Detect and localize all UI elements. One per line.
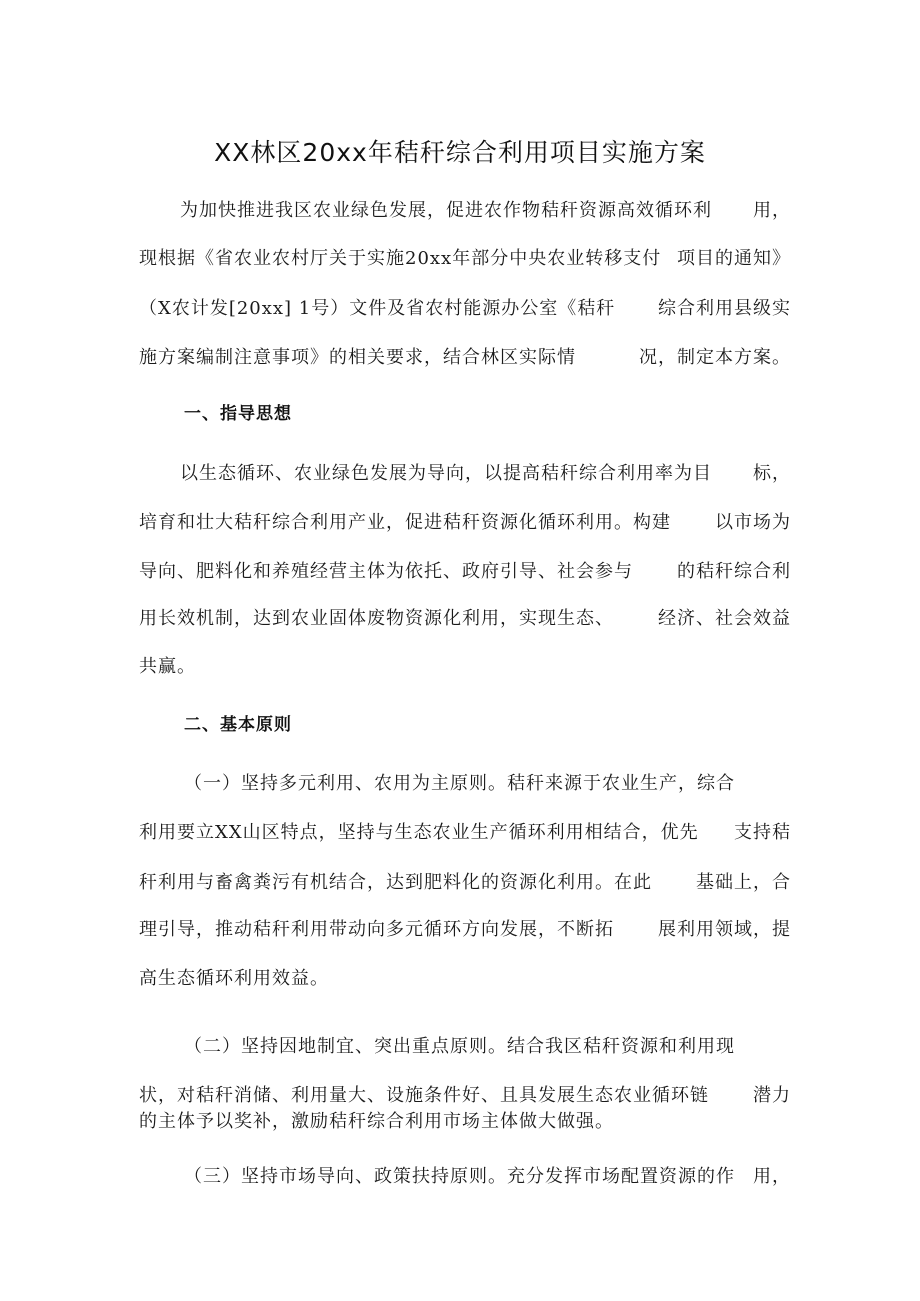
- text-segment: （一）坚持多元利用、农用为主原则。秸秆来源于农业生产，综合: [184, 773, 735, 794]
- text-segment: 展利用领域，提: [658, 919, 791, 940]
- principle-two-line: [184, 1035, 764, 1059]
- principle-one-line: [139, 918, 791, 942]
- text-segment: 培育和壮大秸秆综合利用产业，促进秸秆资源化循环利用。构建: [139, 512, 671, 533]
- intro-line: [139, 346, 791, 370]
- principle-one-line: [184, 772, 756, 796]
- text-segment: 导向、肥料化和养殖经营主体为依托、政府引导、社会参与: [139, 561, 633, 582]
- text-segment: 以生态循环、农业绿色发展为导向，以提高秸秆综合利用率为目: [180, 463, 712, 484]
- text-segment: （X农计发[20xx] 1号）文件及省农村能源办公室《秸秆: [139, 298, 616, 319]
- guiding-ideology-line: [139, 560, 791, 584]
- text-segment: 用，: [753, 200, 791, 221]
- principle-two-line: [139, 1110, 614, 1134]
- text-segment: 为加快推进我区农业绿色发展，促进农作物秸秆资源高效循环利: [180, 200, 712, 221]
- text-segment: 标，: [753, 463, 791, 484]
- intro-line: [139, 297, 791, 321]
- text-segment: 以市场为: [715, 512, 791, 533]
- text-segment: 理引导，推动秸秆利用带动向多元循环方向发展，不断拓: [139, 919, 614, 940]
- principle-three-line: [184, 1165, 791, 1189]
- guiding-ideology-line: [180, 462, 791, 486]
- principle-one-line: [139, 821, 791, 845]
- intro-line: [180, 199, 791, 223]
- text-segment: 支持秸: [734, 822, 791, 843]
- document-title: XX林区20xx年秸秆综合利用项目实施方案: [214, 138, 706, 167]
- text-segment: 况，制定本方案。: [639, 347, 791, 368]
- text-segment: 经济、社会效益: [658, 608, 791, 629]
- text-segment: 状，对秸秆消储、利用量大、设施条件好、且具发展生态农业循环链: [139, 1085, 709, 1106]
- text-segment: 利用要立XX山区特点，坚持与生态农业生产循环利用相结合，优先: [139, 822, 699, 843]
- guiding-ideology-line: [139, 655, 196, 679]
- principle-one-line: [139, 967, 329, 991]
- text-segment: （三）坚持市场导向、政策扶持原则。充分发挥市场配置资源的作: [184, 1166, 735, 1187]
- text-segment: 共赢。: [139, 656, 196, 677]
- text-segment: 基础上，合: [696, 872, 791, 893]
- principle-two-line: [139, 1084, 791, 1108]
- text-segment: 的主体予以奖补，激励秸秆综合利用市场主体做大做强。: [139, 1111, 614, 1132]
- section-heading-basic-principles: 二、基本原则: [184, 715, 292, 735]
- text-segment: 用长效机制，达到农业固体废物资源化利用，实现生态、: [139, 608, 614, 629]
- principle-one-line: [139, 871, 791, 895]
- text-segment: 施方案编制注意事项》的相关要求，结合林区实际情: [139, 347, 576, 368]
- text-segment: 的秸秆综合利: [677, 561, 791, 582]
- intro-line: [139, 247, 791, 271]
- text-segment: 现根据《省农业农村厅关于实施20xx年部分中央农业转移支付: [139, 248, 662, 269]
- text-segment: 用，: [753, 1166, 791, 1187]
- text-segment: 综合利用县级实: [658, 298, 791, 319]
- text-segment: 秆利用与畜禽粪污有机结合，达到肥料化的资源化利用。在此: [139, 872, 652, 893]
- text-segment: 潜力: [753, 1085, 791, 1106]
- text-segment: （二）坚持因地制宜、突出重点原则。结合我区秸秆资源和利用现: [184, 1036, 735, 1057]
- guiding-ideology-line: [139, 607, 791, 631]
- text-segment: 项目的通知》: [677, 248, 791, 269]
- section-heading-guiding-ideology: 一、指导思想: [184, 404, 292, 424]
- text-segment: 高生态循环利用效益。: [139, 968, 329, 989]
- guiding-ideology-line: [139, 511, 791, 535]
